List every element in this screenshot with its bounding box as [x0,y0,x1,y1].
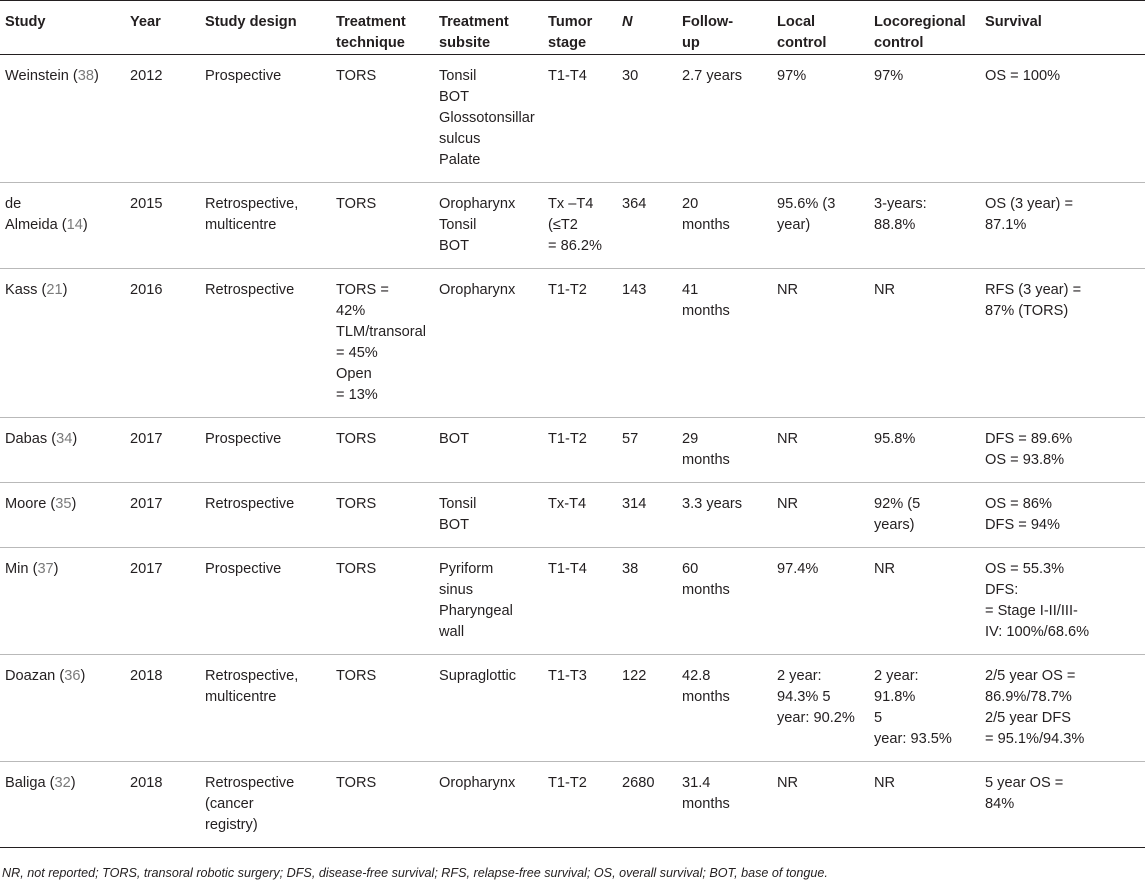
cell-text: DFS = 89.6% [985,431,1073,447]
cell-text: 3.3 years [682,496,743,512]
cell-locoregional [869,655,980,762]
cell-text: NR [777,775,799,791]
cell-study: Kass (21) [0,269,125,418]
study-name: Kass [5,282,38,298]
cell-text: Tonsil [439,496,477,512]
cell-text: OS = 55.3% [985,561,1065,577]
column-header-followup [677,1,772,55]
cell-technique [331,483,434,548]
cell-text: Supraglottic [439,668,517,684]
cell-text: Retrospective [205,282,295,298]
cell-text: Glossotonsillar [439,110,535,126]
cell-subsite [434,55,543,183]
cell-text: 30 [622,68,639,84]
column-header-design [200,1,331,55]
cell-stage [543,269,617,418]
cell-followup [677,269,772,418]
cell-study: Weinstein (38) [0,55,125,183]
header-row [0,1,1145,55]
cell-text: 143 [622,282,647,298]
cell-n [617,418,677,483]
cell-text: T1-T2 [548,775,587,791]
cell-local [772,55,869,183]
study-name: Weinstein [5,68,69,84]
cell-subsite [434,655,543,762]
cell-survival [980,183,1145,269]
cell-text: TORS [336,431,377,447]
cell-text: T1-T4 [548,561,587,577]
cell-design [200,55,331,183]
cell-text: T1-T3 [548,668,587,684]
cell-survival [980,55,1145,183]
column-header-stage [543,1,617,55]
study-name-line: de [5,196,22,212]
cell-text: 2680 [622,775,655,791]
cell-text: Tonsil [439,217,477,233]
cell-year [125,548,200,655]
cell-text: NR [874,282,896,298]
cell-text: BOT [439,431,469,447]
cell-subsite [434,762,543,848]
cell-text: Pharyngeal wall [439,603,513,640]
cell-text: 2018 [130,668,163,684]
cell-locoregional [869,483,980,548]
cell-local [772,418,869,483]
cell-study: Doazan (36) [0,655,125,762]
cell-design [200,483,331,548]
header-text: Survival [985,14,1042,30]
cell-text: = 45% [336,345,378,361]
cell-text: 364 [622,196,647,212]
cell-text: multicentre [205,217,277,233]
cell-text: BOT [439,238,469,254]
cell-text: 2 year: [874,668,919,684]
cell-subsite [434,483,543,548]
table-body [0,55,1145,848]
cell-text: year) [777,217,811,233]
cell-locoregional [869,418,980,483]
header-text: Locoregional [874,14,966,30]
cell-n [617,55,677,183]
cell-text: Pyriform [439,561,494,577]
study-name: Doazan [5,668,56,684]
cell-followup [677,548,772,655]
cell-text: OS = 86% [985,496,1052,512]
cell-text: 91.8% [874,689,916,705]
cell-text: Retrospective [205,775,295,791]
cell-text: 97% [777,68,807,84]
cell-text: 97% [874,68,904,84]
cell-text: Prospective [205,68,282,84]
cell-text: Retrospective [205,496,295,512]
cell-text: Oropharynx [439,775,516,791]
cell-text: 38 [622,561,639,577]
cell-text: 3-years: [874,196,927,212]
cell-survival [980,483,1145,548]
cell-text: months [682,582,730,598]
cell-n [617,548,677,655]
citation-link[interactable]: 35 [55,496,72,512]
cell-survival [980,655,1145,762]
cell-text: 88.8% [874,217,916,233]
cell-study: Moore (35) [0,483,125,548]
cell-text: months [682,303,730,319]
cell-text: 84% [985,796,1015,812]
cell-locoregional [869,55,980,183]
column-header-study [0,1,125,55]
citation-link[interactable]: 21 [46,282,63,298]
cell-year [125,655,200,762]
cell-text: TORS = [336,282,389,298]
cell-local [772,655,869,762]
cell-followup [677,55,772,183]
cell-text: 2016 [130,282,163,298]
cell-text: 87.1% [985,217,1027,233]
cell-text: 57 [622,431,639,447]
cell-technique [331,418,434,483]
cell-local [772,483,869,548]
cell-text: 29 [682,431,699,447]
cell-text: 41 [682,282,699,298]
cell-locoregional [869,548,980,655]
cell-stage [543,655,617,762]
table-row [0,483,1145,548]
header-text: Study design [205,14,297,30]
cell-text: 2012 [130,68,163,84]
cell-local [772,269,869,418]
cell-text: 314 [622,496,647,512]
table-row [0,418,1145,483]
cell-text: NR [874,561,896,577]
cell-text: 97.4% [777,561,819,577]
cell-year [125,55,200,183]
cell-text: Tx-T4 [548,496,587,512]
cell-design [200,269,331,418]
table-header [0,1,1145,55]
cell-subsite [434,418,543,483]
cell-text: TORS [336,668,377,684]
cell-design [200,183,331,269]
cell-year [125,183,200,269]
cell-text: 2 year: [777,668,822,684]
header-text: stage [548,35,587,51]
cell-text: = 13% [336,387,378,403]
header-text: N [622,14,633,30]
cell-technique [331,655,434,762]
cell-year [125,418,200,483]
cell-text: T1-T4 [548,68,587,84]
cell-text: 5 year OS = [985,775,1064,791]
cell-followup [677,762,772,848]
cell-local [772,183,869,269]
cell-text: RFS (3 year) = [985,282,1082,298]
cell-text: years) [874,517,915,533]
cell-text: BOT [439,89,469,105]
cell-followup [677,483,772,548]
study-name: Moore [5,496,47,512]
cell-text: 2017 [130,431,163,447]
cell-text: Open [336,366,372,382]
header-text: up [682,35,700,51]
cell-text: = 95.1%/94.3% [985,731,1085,747]
cell-text: DFS: [985,582,1019,598]
study-name: Baliga [5,775,46,791]
study-name: Min [5,561,29,577]
cell-text: Retrospective, [205,668,299,684]
cell-locoregional [869,269,980,418]
cell-text: multicentre [205,689,277,705]
cell-text: OS (3 year) = [985,196,1073,212]
cell-text: TORS [336,196,377,212]
cell-technique [331,548,434,655]
study-name-line: Almeida [5,217,58,233]
cell-text: 42% [336,303,366,319]
cell-survival [980,418,1145,483]
cell-text: 87% (TORS) [985,303,1069,319]
cell-text: 86.9%/78.7% [985,689,1072,705]
cell-technique [331,183,434,269]
header-text: Treatment [439,14,509,30]
table-row [0,183,1145,269]
cell-text: months [682,217,730,233]
cell-text: TLM/transoral [336,324,427,340]
column-header-survival [980,1,1145,55]
header-text: Treatment [336,14,406,30]
cell-text: T1-T2 [548,431,587,447]
column-header-locoregional [869,1,980,55]
cell-text: months [682,796,730,812]
cell-text: NR [874,775,896,791]
cell-stage [543,418,617,483]
cell-text: 95.6% (3 [777,196,836,212]
header-text: Tumor [548,14,593,30]
cell-design [200,418,331,483]
column-header-n [617,1,677,55]
cell-text: 2017 [130,561,163,577]
cell-text: TORS [336,496,377,512]
cell-study: de Almeida (14) [0,183,125,269]
cell-stage [543,762,617,848]
citation-link[interactable]: 14 [66,217,83,233]
cell-design [200,548,331,655]
cell-stage [543,183,617,269]
cell-subsite [434,269,543,418]
cell-text: OS = 100% [985,68,1061,84]
table-row [0,655,1145,762]
citation-link[interactable]: 36 [64,668,81,684]
cell-local [772,548,869,655]
cell-n [617,269,677,418]
cell-text: months [682,452,730,468]
cell-technique [331,762,434,848]
cell-text: Oropharynx [439,282,516,298]
cell-design [200,655,331,762]
cell-subsite [434,183,543,269]
cell-text: OS = 93.8% [985,452,1065,468]
cell-text: 2018 [130,775,163,791]
cell-n [617,483,677,548]
column-header-technique [331,1,434,55]
cell-text: 42.8 [682,668,711,684]
cell-text: T1-T2 [548,282,587,298]
cell-text: 2/5 year OS = [985,668,1076,684]
citation-link[interactable]: 34 [56,431,73,447]
header-text: subsite [439,35,491,51]
header-text: technique [336,35,405,51]
cell-stage [543,55,617,183]
cell-text: 94.3% 5 [777,689,831,705]
cell-local [772,762,869,848]
column-header-local [772,1,869,55]
header-text: control [874,35,924,51]
cell-text: Oropharynx [439,196,516,212]
cell-text: DFS = 94% [985,517,1061,533]
table-row [0,269,1145,418]
header-text: Study [5,14,46,30]
cell-text: Prospective [205,561,282,577]
cell-year [125,483,200,548]
column-header-year [125,1,200,55]
cell-n [617,655,677,762]
cell-followup [677,655,772,762]
cell-locoregional [869,762,980,848]
cell-text: 5 [874,710,883,726]
cell-text: year: 90.2% [777,710,855,726]
header-text: Local [777,14,816,30]
cell-text: (≤T2 [548,217,578,233]
cell-study: Min (37) [0,548,125,655]
cell-text: NR [777,431,799,447]
table-row [0,762,1145,848]
column-header-subsite [434,1,543,55]
cell-text: Tonsil [439,68,477,84]
cell-text: BOT [439,517,469,533]
cell-study: Dabas (34) [0,418,125,483]
cell-technique [331,55,434,183]
cell-text: Palate [439,152,481,168]
citation-link[interactable]: 32 [54,775,71,791]
cell-text: Tx –T4 [548,196,594,212]
cell-text: (cancer [205,796,254,812]
cell-text: 122 [622,668,647,684]
cell-locoregional [869,183,980,269]
cell-text: 92% (5 [874,496,921,512]
cell-text: NR [777,282,799,298]
cell-n [617,183,677,269]
cell-stage [543,548,617,655]
table-row [0,55,1145,183]
cell-stage [543,483,617,548]
cell-text: 20 [682,196,699,212]
cell-text: NR [777,496,799,512]
cell-year [125,762,200,848]
cell-text: TORS [336,561,377,577]
cell-year [125,269,200,418]
cell-text: 95.8% [874,431,916,447]
cell-followup [677,418,772,483]
citation-link[interactable]: 37 [37,561,54,577]
cell-text: IV: 100%/68.6% [985,624,1090,640]
cell-subsite [434,548,543,655]
cell-text: 31.4 [682,775,711,791]
cell-text: 2.7 years [682,68,743,84]
cell-text: registry) [205,817,258,833]
cell-text: months [682,689,730,705]
cell-text: = Stage I-II/III- [985,603,1078,619]
study-name: Dabas [5,431,48,447]
cell-text: 2/5 year DFS [985,710,1071,726]
header-text: control [777,35,827,51]
cell-text: = 86.2% [548,238,602,254]
cell-text: TORS [336,68,377,84]
cell-survival [980,548,1145,655]
cell-text: 60 [682,561,699,577]
cell-text: 2015 [130,196,163,212]
header-text: Follow- [682,14,734,30]
cell-text: 2017 [130,496,163,512]
cell-design [200,762,331,848]
header-text: Year [130,14,161,30]
cell-n [617,762,677,848]
table-footnote: NR, not reported; TORS, transoral robotic surgery; DFS, disease-free survival; RFS, relapse-free survival; OS, overall survival; BOT, base of tongue. [2,866,828,880]
citation-link[interactable]: 38 [77,68,94,84]
cell-text: Prospective [205,431,282,447]
cell-text: year: 93.5% [874,731,952,747]
cell-text: TORS [336,775,377,791]
cell-text: sulcus [439,131,481,147]
cell-survival [980,762,1145,848]
cell-text: sinus [439,582,474,598]
cell-survival [980,269,1145,418]
cell-followup [677,183,772,269]
table-row [0,548,1145,655]
cell-study: Baliga (32) [0,762,125,848]
cell-technique [331,269,434,418]
cell-text: Retrospective, [205,196,299,212]
